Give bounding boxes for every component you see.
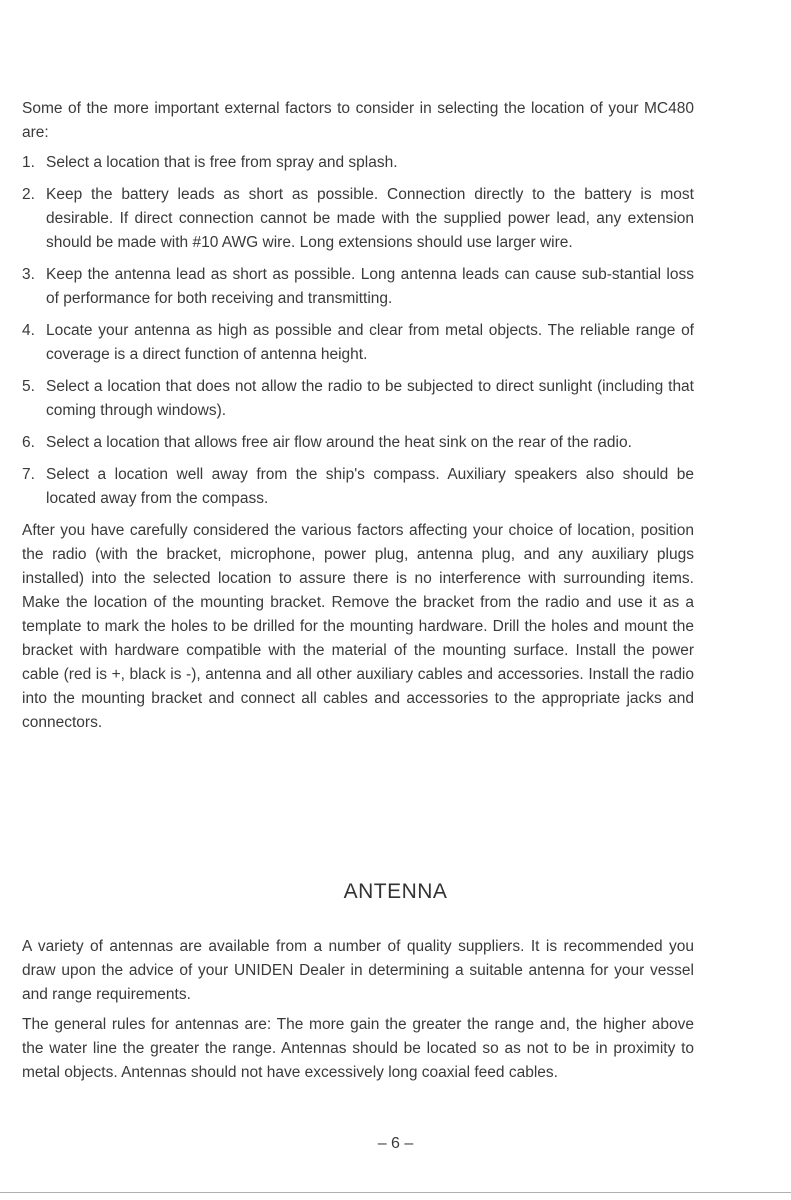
antenna-heading: ANTENNA [343, 880, 448, 903]
bottom-divider [0, 1192, 791, 1193]
list-item: 5. Select a location that does not allow the radio to be subjected to direct sunlight (including that coming through windows). [22, 378, 694, 419]
antenna-section [22, 935, 694, 1091]
location-factors-list [22, 151, 694, 511]
page-number: – 6 – [377, 1135, 414, 1152]
list-item: 4. Locate your antenna as high as possible and clear from metal objects. The reliable range of coverage is a direct function of antenna height. [22, 322, 694, 363]
list-item: 7. Select a location well away from the ship's compass. Auxiliary speakers also should be located away from the compass. [22, 466, 694, 507]
intro-paragraph: Some of the more important external factors to consider in selecting the location of your MC480 are: [22, 100, 694, 141]
list-item: 1. Select a location that is free from spray and splash. [22, 154, 398, 171]
list-item: 6. Select a location that allows free air flow around the heat sink on the rear of the radio. [22, 434, 632, 451]
list-item: 2. Keep the battery leads as short as possible. Connection directly to the battery is most desirable. If direct connection cannot be made with the supplied power lead, any extension should be made with #10 AWG wire. Long extensions should use larger wire. [22, 186, 694, 251]
antenna-paragraph-1: A variety of antennas are available from a number of quality suppliers. It is recommended you draw upon the advice of your UNIDEN Dealer in determining a suitable antenna for your vessel and range requirements. [22, 938, 694, 1003]
antenna-paragraph-2: The general rules for antennas are: The more gain the greater the range and, the higher above the water line the greater the range. Antennas should be located so as not to be in proximity to metal objects. Antennas should not have excessively long coaxial feed cables. [22, 1016, 694, 1081]
installation-paragraph: After you have carefully considered the various factors affecting your choice of location, position the radio (with the bracket, microphone, power plug, antenna plug, and any auxiliary plugs installed) into the selected location to assure there is no interference with surrounding items. Make the location of the mounting bracket. Remove the bracket from the radio and use it as a template to mark the holes to be drilled for the mounting hardware. Drill the holes and mount the bracket with hardware compatible with the material of the mounting surface. Install the power cable (red is +, black is -), antenna and all other auxiliary cables and accessories. Install the radio into the mounting bracket and connect all cables and accessories to the appropriate jacks and connectors. [22, 522, 694, 731]
list-item: 3. Keep the antenna lead as short as possible. Long antenna leads can cause sub-stantial loss of performance for both receiving and transmitting. [22, 266, 694, 307]
main-text [22, 97, 694, 735]
